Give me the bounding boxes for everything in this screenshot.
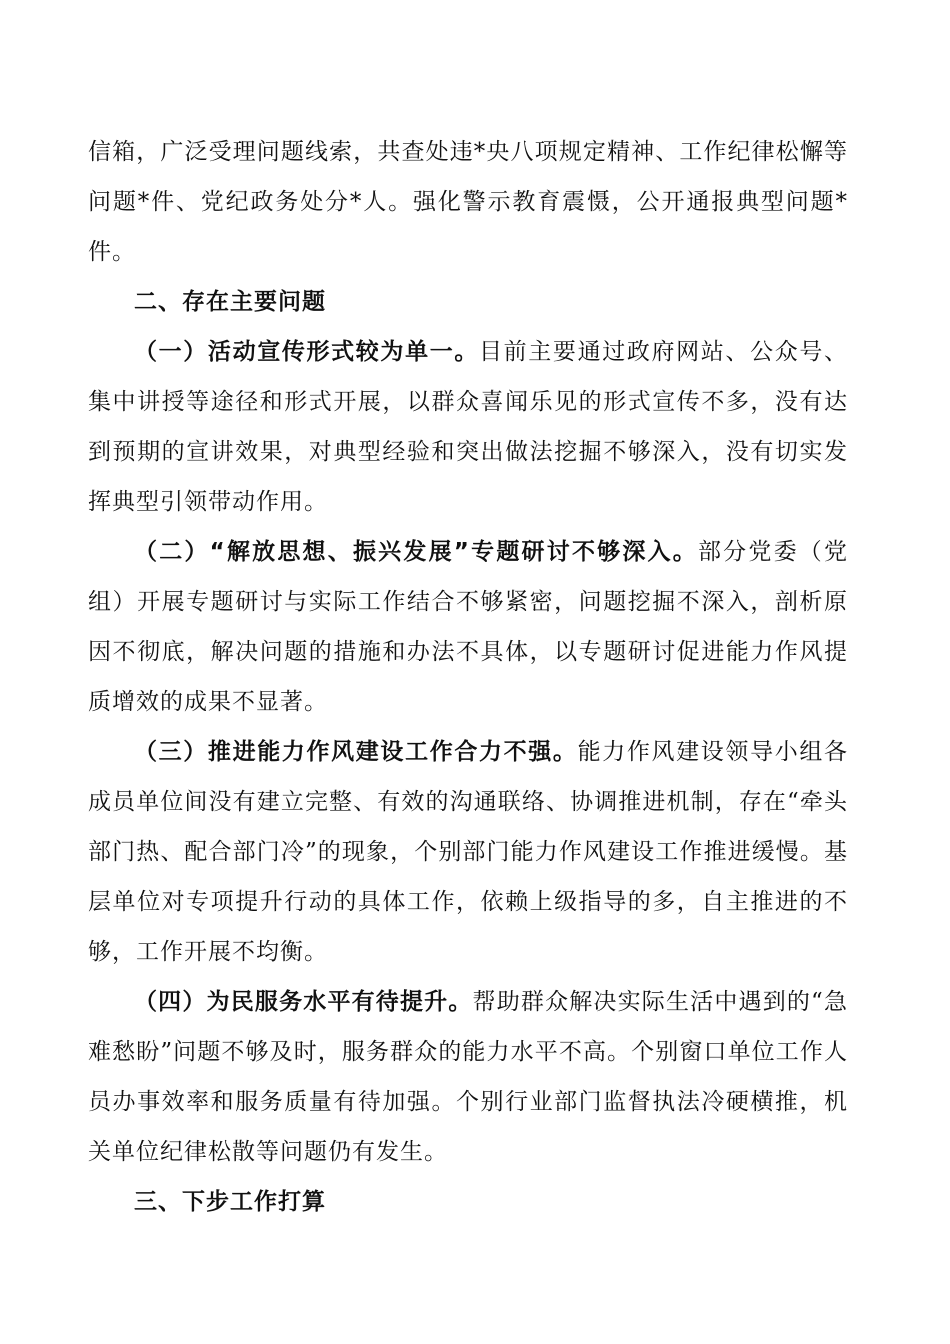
problem-item-2-body: 部分党委（党组）开展专题研讨与实际工作结合不够紧密，问题挖掘不深入，剖析原因不彻底，解决问题的措施和办法不具体，以专题研讨促进能力作风提质增效的成果不显著。: [88, 539, 848, 715]
problem-item-3-title: （三）推进能力作风建设工作合力不强。: [134, 739, 578, 765]
problem-item-2-title: （二）“解放思想、振兴发展”专题研讨不够深入。: [134, 539, 698, 565]
problem-item-3: [88, 727, 848, 977]
opening-paragraph: 信箱，广泛受理问题线索，共查处违*央八项规定精神、工作纪律松懈等问题*件、党纪政务处分*人。强化警示教育震慑，公开通报典型问题*件。: [88, 139, 848, 265]
problem-item-4: [88, 977, 848, 1177]
problem-item-1: [88, 327, 848, 527]
problem-item-3-body: 能力作风建设领导小组各成员单位间没有建立完整、有效的沟通联络、协调推进机制，存在“牵头部门热、配合部门冷”的现象，个别部门能力作风建设工作推进缓慢。基层单位对专项提升行动的具体工作，依赖上级指导的多，自主推进的不够，工作开展不均衡。: [88, 739, 849, 965]
problem-item-4-body: 帮助群众解决实际生活中遇到的“急难愁盼”问题不够及时，服务群众的能力水平不高。个别窗口单位工作人员办事效率和服务质量有待加强。个别行业部门监督执法冷硬横推，机关单位纪律松散等问题仍有发生。: [88, 989, 848, 1165]
section-heading-next-steps: 三、下步工作打算: [134, 1189, 326, 1215]
document-body: [88, 127, 848, 1227]
problem-item-1-title: （一）活动宣传形式较为单一。: [134, 339, 479, 365]
problem-item-4-title: （四）为民服务水平有待提升。: [134, 989, 473, 1015]
problem-item-1-body: 目前主要通过政府网站、公众号、集中讲授等途径和形式开展，以群众喜闻乐见的形式宣传不多，没有达到预期的宣讲效果，对典型经验和突出做法挖掘不够深入，没有切实发挥典型引领带动作用。: [88, 339, 849, 515]
problem-item-2: [88, 527, 848, 727]
section-heading-problems: 二、存在主要问题: [134, 289, 326, 315]
